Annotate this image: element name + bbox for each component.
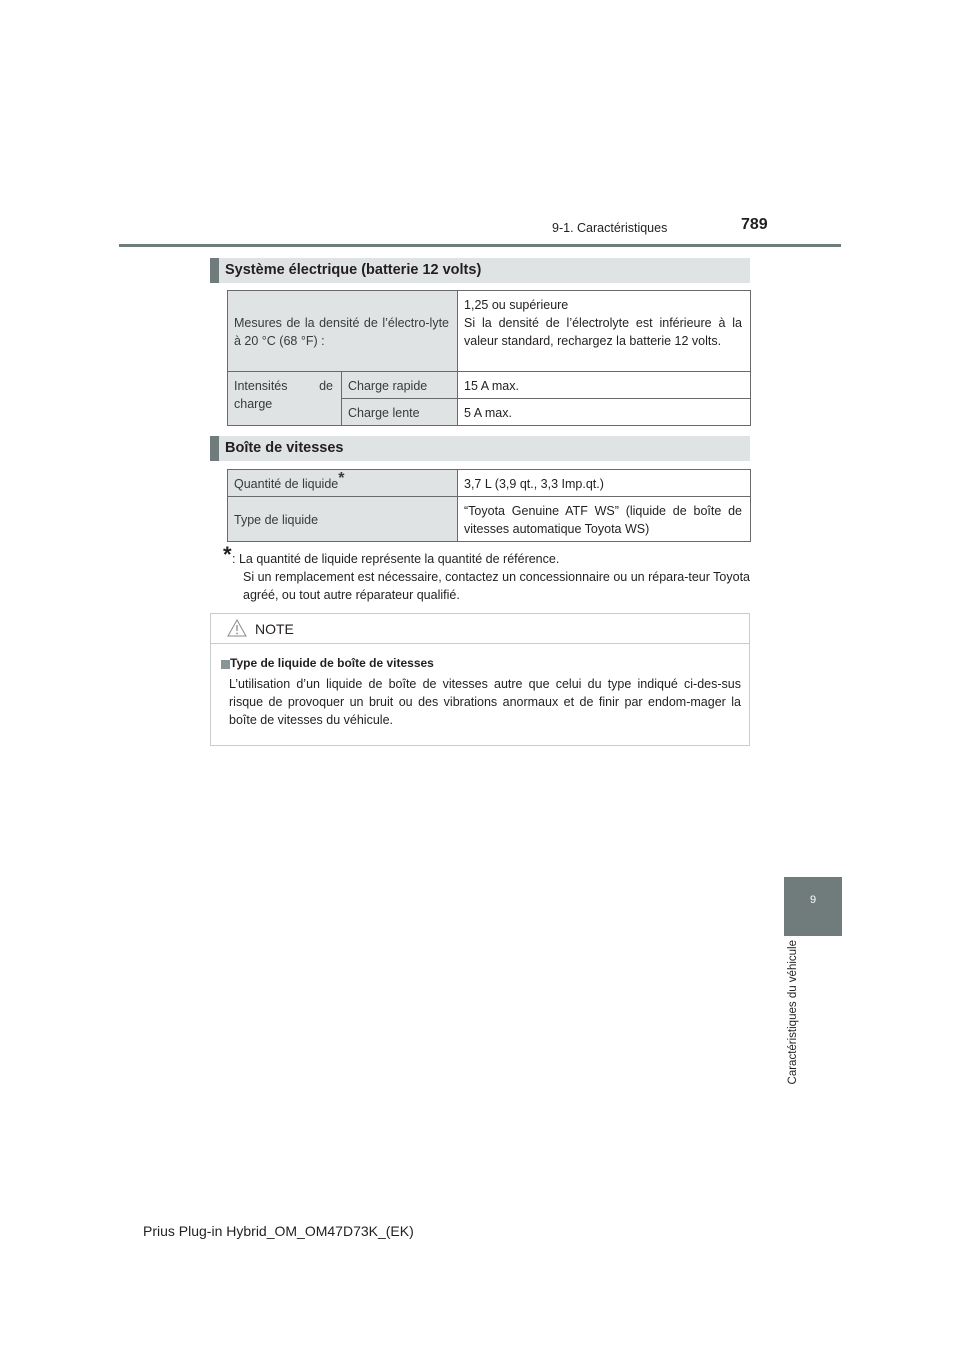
note-title: NOTE — [255, 621, 294, 637]
chapter-number: 9 — [809, 894, 817, 906]
table-row — [228, 291, 751, 372]
table-row — [228, 372, 751, 399]
transmission-spec-table — [227, 469, 751, 542]
footnote-text — [232, 550, 750, 604]
fluid-type-label: Type de liquide — [228, 497, 458, 542]
density-label-cell — [228, 291, 458, 372]
fluid-type-value-cell — [458, 497, 751, 542]
warning-icon — [227, 619, 247, 637]
asterisk-mark: * — [338, 469, 345, 487]
charge-label: Intensités de charge — [234, 379, 333, 411]
density-label: Mesures de la densité de l’électro-lyte à 20 °C (68 °F) : — [234, 316, 450, 348]
slow-charge-label: Charge lente — [342, 399, 458, 426]
note-box — [210, 613, 750, 746]
charge-label-cell — [228, 372, 342, 426]
note-item-text: L’utilisation d’un liquide de boîte de vitesses autre que celui du type indiqué ci-des-sus risque de provoquer un bruit ou des vibrations anormaux et de finir par endom-mager la boîte de vitesses du véhicule. — [229, 677, 741, 727]
chapter-tab — [784, 877, 842, 936]
note-header — [211, 614, 749, 644]
page-number: 789 — [741, 216, 768, 233]
fast-charge-value: 15 A max. — [458, 372, 751, 399]
slow-charge-value: 5 A max. — [458, 399, 751, 426]
fluid-type-value: “Toyota Genuine ATF WS” (liquide de boîte de vitesses automatique Toyota WS) — [464, 504, 742, 536]
fluid-quantity-label: Quantité de liquide — [234, 477, 339, 491]
density-value-line2: Si la densité de l’électrolyte est inférieure à la valeur standard, rechargez la batterie 12 volts. — [464, 316, 743, 348]
section-heading: 9-1. Caractéristiques — [552, 221, 668, 235]
table-row — [228, 497, 751, 542]
footnote-line1: : La quantité de liquide représente la quantité de référence. — [232, 552, 560, 566]
fluid-quantity-value: 3,7 L (3,9 qt., 3,3 Imp.qt.) — [458, 470, 751, 497]
bullet-square-icon — [221, 660, 230, 669]
table-row — [228, 470, 751, 497]
header-rule — [119, 244, 841, 247]
footnote-marker: * — [223, 542, 232, 567]
note-item-title: Type de liquide de boîte de vitesses — [230, 656, 434, 670]
electrical-section-title: Système électrique (batterie 12 volts) — [210, 258, 750, 283]
transmission-section-title: Boîte de vitesses — [210, 436, 750, 461]
footnote-line2: Si un remplacement est nécessaire, contactez un concessionnaire ou un répara-teur Toyota agréé, ou tout autre réparateur qualifié. — [243, 570, 751, 602]
footer-doc-id: Prius Plug-in Hybrid_OM_OM47D73K_(EK) — [143, 1223, 414, 1239]
fluid-quantity-label-cell — [228, 470, 458, 497]
fast-charge-label: Charge rapide — [342, 372, 458, 399]
density-value-line1: 1,25 ou supérieure — [464, 298, 569, 312]
electrical-spec-table — [227, 290, 751, 426]
chapter-label-wrap — [784, 940, 806, 1110]
density-value-cell — [458, 291, 751, 372]
chapter-label: Caractéristiques du véhicule — [787, 940, 799, 1085]
